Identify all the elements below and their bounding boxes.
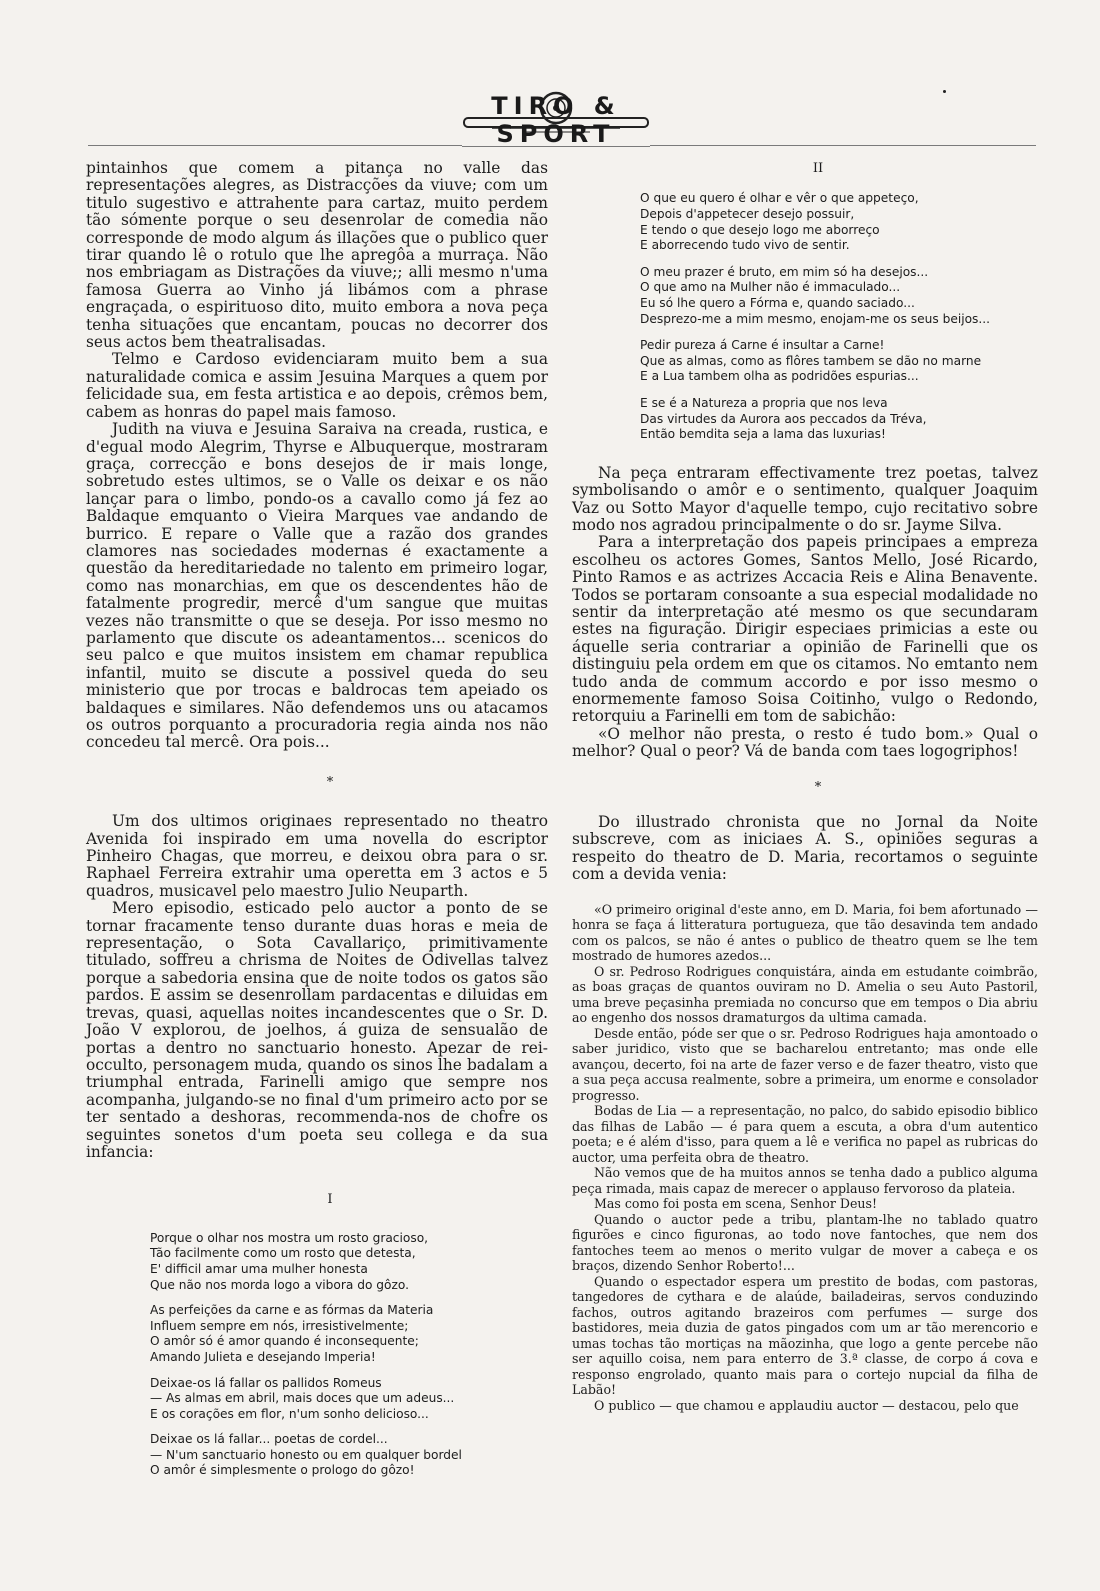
quote-paragraph: Mas como foi posta em scena, Senhor Deus! bbox=[594, 1196, 878, 1212]
verse-line: Deixae os lá fallar... poetas de cordel... bbox=[150, 1432, 388, 1447]
quote-paragraph: Não vemos que de ha muitos annos se tenha dado a publico alguma peça rimada, mais capaz de merecer o applauso fervoroso da plateia. bbox=[572, 1165, 1038, 1196]
header-rule-middle bbox=[462, 146, 650, 147]
verse-line: Amando Julieta e desejando Imperia! bbox=[150, 1349, 376, 1364]
verse-line: Influem sempre em nós, irresistivelmente; bbox=[150, 1318, 409, 1333]
paragraph: Mero episodio, esticado pelo auctor a ponto de se tornar fracamente tenso durante duas horas e meia de representação, o Sota Cavallariço, primitivamente titulado, soffreu a chrisma de Noites de Odivellas talvez porque a sabedoria ensina que de noite todos os gatos são pardos. E assim se desenrollam pardacentas e diluidas em trevas, quasi, aquellas noites incandescentes que o Sr. D. João V explorou, de joelhos, á guiza de sensualão de portas a dentro no sanctuario honesto. Apezar de rei-occulto, personagem muda, quando os sinos lhe badalam a triumphal entrada, Farinelli amigo que sempre nos acompanha, julgando-se no final d'um primeiro acto por se ter sentado a deshoras, recommenda-nos de chofre os seguintes sonetos d'um poeta seu collega e da sua infancia: bbox=[86, 899, 548, 1161]
verse-line: E tendo o que desejo logo me aborreço bbox=[640, 222, 880, 237]
quote-paragraph: «O primeiro original d'este anno, em D. Maria, foi bem afortunado — honra se faça á litteratura portugueza, que tão desavinda tem andado com os palcos, se não é antes o publico de theatro quem se lhe tem mostrado de humores azedos... bbox=[572, 901, 1038, 964]
verse-line: Porque o olhar nos mostra um rosto gracioso, bbox=[150, 1230, 429, 1245]
verse-line: O amôr só é amor quando é inconsequente; bbox=[150, 1334, 419, 1349]
left-column bbox=[86, 160, 548, 1479]
verse-line: Que as almas, como as flôres tambem se dão no marne bbox=[640, 353, 982, 368]
verse-line: As perfeições da carne e as fórmas da Materia bbox=[150, 1303, 434, 1318]
verse-line: Então bemdita seja a lama das luxurias! bbox=[640, 427, 886, 442]
masthead-title: TIRO & SPORT bbox=[491, 92, 621, 148]
quote-paragraph: O sr. Pedroso Rodrigues conquistára, ainda em estudante coimbrão, as boas graças de quantos ouviram no D. Amelia o seu Auto Pastoril, uma breve peçasinha premiada no concurso que em tempos o Dia abriu ao engenho dos nossos dramaturgos da ultima camada. bbox=[572, 963, 1038, 1026]
paragraph: Um dos ultimos originaes representado no theatro Avenida foi inspirado em uma novella do escriptor Pinheiro Chagas, que morreu, e deixou obra para o sr. Raphael Ferreira extrahir uma operetta em 3 actos e 5 quadros, musicavel pelo maestro Julio Neuparth. bbox=[86, 812, 548, 900]
quote-paragraph: Quando o auctor pede a tribu, plantam-lhe no tablado quatro figurões e cinco figuronas, ao todo nove fantoches, que nem dos fantoches teem ao menos o merito vulgar de mover a cabeça e os braços, dizendo Senhor Roberto!... bbox=[572, 1211, 1038, 1274]
verse-line: Depois d'appetecer desejo possuir, bbox=[640, 207, 855, 221]
quote-paragraph: O publico — que chamou e applaudiu auctor — destacou, pelo que bbox=[594, 1397, 1019, 1413]
section-separator: * bbox=[326, 774, 334, 790]
stanza bbox=[150, 1231, 548, 1293]
stanza bbox=[640, 338, 1038, 385]
stanza bbox=[150, 1303, 548, 1365]
verse-line: E aborrecendo tudo vivo de sentir. bbox=[640, 238, 850, 253]
verse-line: Das virtudes da Aurora aos peccados da Tréva, bbox=[640, 411, 927, 426]
verse-line: O que eu quero é olhar e vêr o que appeteço, bbox=[640, 191, 919, 206]
verse-line: E os corações em flor, n'um sonho delicioso... bbox=[150, 1406, 429, 1421]
verse-line: — As almas em abril, mais doces que um adeus... bbox=[150, 1391, 455, 1406]
stanza bbox=[150, 1376, 548, 1423]
verse-line: Deixae-os lá fallar os pallidos Romeus bbox=[150, 1375, 382, 1390]
verse-line: O amôr é simplesmente o prologo do gôzo! bbox=[150, 1463, 415, 1478]
stanza bbox=[150, 1432, 548, 1479]
paragraph: Para a interpretação dos papeis principaes a empreza escolheu os actores Gomes, Santos Mello, José Ricardo, Pinto Ramos e as actrizes Accacia Reis e Alina Benavente. Todos se portaram consoante a sua especial modalidade no sentir da interpretação até mesmo os que secundaram estes na figuração. Dirigir especiaes primicias a este ou áquelle seria contrariar a opinião de Farinelli que os distinguiu pela ordem em que os citamos. No emtanto nem tudo anda de commum accordo e por isso mesmo o enormemente famoso Soisa Coitinho, vulgo o Redondo, retorquiu a Farinelli em tom de sabichão: bbox=[572, 533, 1038, 726]
verse-line: E se é a Natureza a propria que nos leva bbox=[640, 395, 888, 410]
quote-paragraph: Quando o espectador espera um prestito de bodas, com pastoras, tangedores de cythara e de alaúde, bailadeiras, servos conduzindo fachos, outros agitando brazeiros com perfumes — surge dos bastidores, meia duzia de gatos pingados com um ar tão merencorio e umas tochas tão mortiças na mãozinha, que logo a gente percebe não ser aquillo coisa, nem para enterro de 3.ª classe, de corpo á cova e responso engrolado, quanto mais para o cortejo nupcial da filha de Labão! bbox=[572, 1273, 1038, 1398]
verse-line: Tão facilmente como um rosto que detesta, bbox=[150, 1246, 416, 1261]
quote-paragraph: Bodas de Lia — a representação, no palco, do sabido episodio biblico das filhas de Labão — é para quem a escuta, a obra d'um autentico poeta; e é além d'isso, para quem a lê e verifica no papel as rubricas do auctor, uma perfeita obra de theatro. bbox=[572, 1103, 1038, 1165]
verse-line: Desprezo-me a mim mesmo, enojam-me os seus beijos... bbox=[640, 311, 991, 326]
paragraph: «O melhor não presta, o resto é tudo bom.» Qual o melhor? Qual o peor? Vá de banda com taes logogriphos! bbox=[572, 724, 1038, 761]
verse-line: E' difficil amar uma mulher honesta bbox=[150, 1261, 368, 1276]
stanza bbox=[640, 396, 1038, 443]
verse-line: Pedir pureza á Carne é insultar a Carne! bbox=[640, 338, 885, 353]
sonnet-two bbox=[572, 191, 1038, 442]
verse-line: Eu só lhe quero a Fórma e, quando saciado... bbox=[640, 295, 915, 310]
paragraph: Do illustrado chronista que no Jornal da Noite subscreve, com as iniciaes A. S., opiniões seguras a respeito do theatro de D. Maria, recortamos o seguinte com a devida venia: bbox=[572, 813, 1038, 884]
verse-line: O meu prazer é bruto, em mim só ha desejos... bbox=[640, 264, 929, 279]
right-column bbox=[572, 160, 1038, 1413]
ink-speck bbox=[943, 90, 946, 93]
section-separator: * bbox=[814, 779, 822, 795]
masthead-logo bbox=[462, 84, 650, 148]
verse-line: Que não nos morda logo a vibora do gôzo. bbox=[150, 1277, 409, 1292]
sonnet-numeral: I bbox=[327, 1192, 333, 1208]
sonnet-one bbox=[86, 1231, 548, 1479]
header-rule-left bbox=[88, 145, 462, 146]
verse-line: E a Lua tambem olha as podridões espurias... bbox=[640, 369, 919, 384]
sonnet-numeral: II bbox=[812, 161, 824, 176]
verse-line: — N'um sanctuario honesto ou em qualquer bordel bbox=[150, 1447, 462, 1462]
stanza bbox=[640, 265, 1038, 327]
paragraph: Judith na viuva e Jesuina Saraiva na creada, rustica, e d'egual modo Alegrim, Thyrse e Albuquerque, mostraram graça, correcção e bons desejos de ir mais longe, sobretudo estes ultimos, se o Valle os deixar e os não lançar para o limbo, pondo-os a cavallo como já fez ao Baldaque emquanto o Vieira Marques vae andando de burrico. E repare o Valle que a razão dos grandes clamores nas sociedades modernas é exactamente a questão da hereditariedade no talento em primeiro logar, como nas monarchias, em que os descendentes hão de fatalmente progredir, mercê d'um sangue que muitas vezes não transmitte o que se deseja. Por isso mesmo no parlamento que discute os adeantamentos... scenicos do seu palco e que muitos insistem em chamar republica infantil, muito se discute a possivel queda do seu ministerio que por trocas e baldrocas tem apeiado os baldaques e similares. Não defendemos uns ou atacamos os outros porquanto a procuradoria regia ainda nos não concedeu tal mercê. Ora pois... bbox=[86, 420, 548, 752]
header-rule-right bbox=[650, 145, 1036, 146]
quoted-review bbox=[572, 902, 1038, 1414]
quote-paragraph: Desde então, póde ser que o sr. Pedroso Rodrigues haja amontoado o saber juridico, visto que se bacharelou entretanto; mas onde elle avançou, decerto, foi na arte de fazer verso e de fazer theatro, visto que a sua peça accusa realmente, sobre a primeira, um enorme e consolador progresso. bbox=[572, 1025, 1038, 1103]
paragraph: pintainhos que comem a pitança no valle das representações alegres, as Distracções da viuve; com um titulo sugestivo e attrahente para cartaz, muito perdem tão sómente porque o seu desenrolar de comedia não corresponde de modo algum ás illações que o publico quer tirar quando lê o rotulo que lhe apregôa a murraça. Não nos embriagam as Distrações da viuve;; alli mesmo n'uma famosa Guerra ao Vinho já libámos com a phrase engraçada, o espirituoso dito, muito embora a nova peça tenha situações que encantam, poucas no decorrer dos seus actos bem theatralisadas. bbox=[86, 159, 548, 352]
paragraph: Telmo e Cardoso evidenciaram muito bem a sua naturalidade comica e assim Jesuina Marques a quem por felicidade sua, em festa artistica e ao depois, crêmos bem, cabem as honras do papel mais famoso. bbox=[86, 350, 548, 421]
paragraph: Na peça entraram effectivamente trez poetas, talvez symbolisando o amôr e o sentimento, qualquer Joaquim Vaz ou Sotto Mayor d'aquelle tempo, cujo recitativo sobre modo nos agradou principalmente o do sr. Jayme Silva. bbox=[572, 463, 1038, 534]
verse-line: O que amo na Mulher não é immaculado... bbox=[640, 280, 901, 295]
stanza bbox=[640, 191, 1038, 253]
